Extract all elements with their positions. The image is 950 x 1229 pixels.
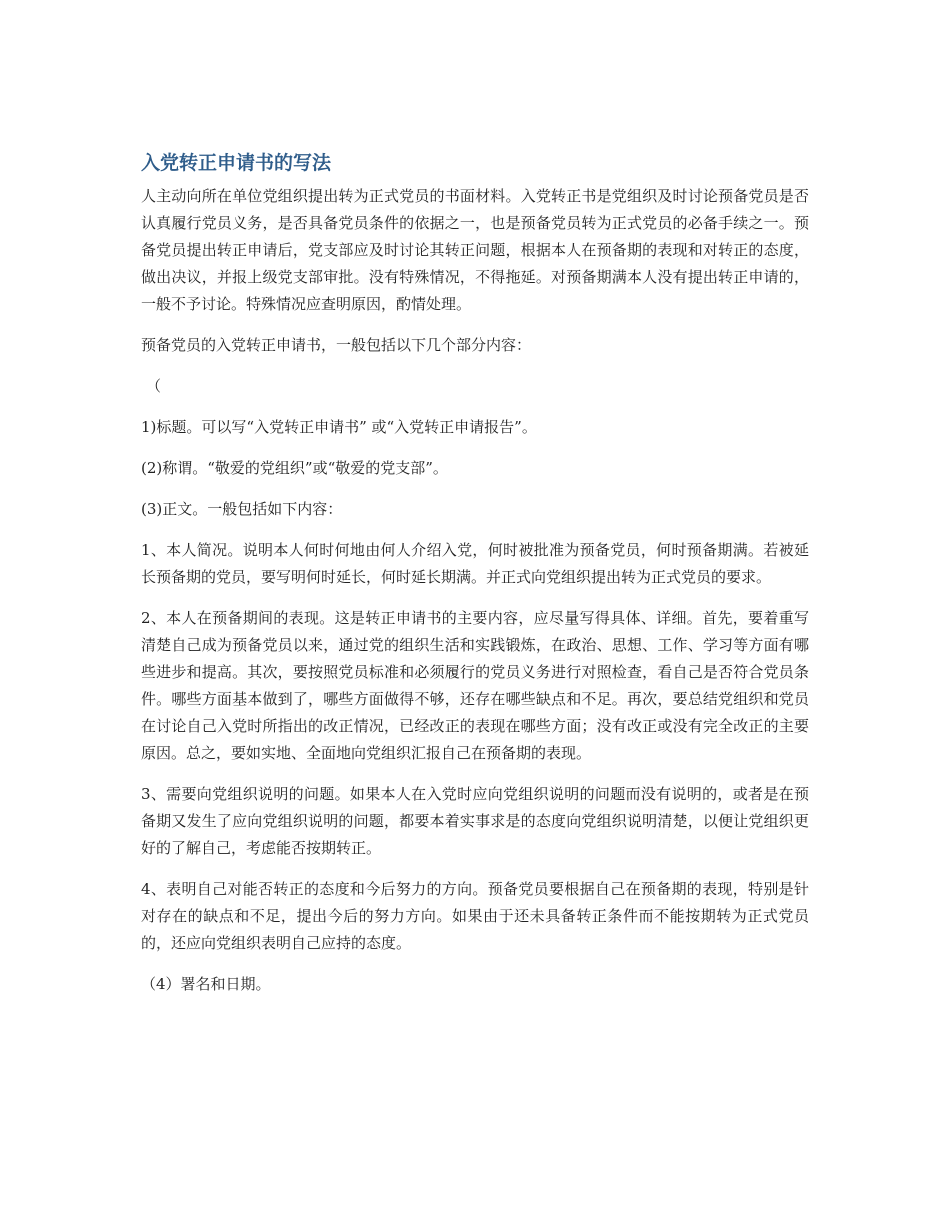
body-item-1-paragraph: 1、本人简况。说明本人何时何地由何人介绍入党，何时被批准为预备党员，何时预备期满。若被延长预备期的党员，要写明何时延长，何时延长期满。并正式向党组织提出转为正式党员的要求。 <box>141 541 809 586</box>
open-paren-line: （ <box>146 377 162 395</box>
body-item-2-paragraph: 2、本人在预备期间的表现。这是转正申请书的主要内容，应尽量写得具体、详细。首先，要着重写清楚自己成为预备党员以来，通过党的组织生活和实践锻炼，在政治、思想、工作、学习等方面有哪些进步和提高。其次，要按照党员标准和必须履行的党员义务进行对照检查，看自己是否符合党员条件。哪些方面基本做到了，哪些方面做得不够，还存在哪些缺点和不足。再次，要总结党组织和党员在讨论自己入党时所指出的改正情况，已经改正的表现在哪些方面；没有改正或没有完全改正的主要原因。总之，要如实地、全面地向党组织汇报自己在预备期的表现。 <box>141 609 809 762</box>
parts-intro-paragraph: 预备党员的入党转正申请书，一般包括以下几个部分内容： <box>141 336 532 354</box>
document-page <box>141 146 809 1012</box>
part-title-paragraph: 1)标题。可以写“入党转正申请书” 或“入党转正申请报告”。 <box>141 418 537 436</box>
part-salutation-paragraph: (2)称谓。“敬爱的党组织”或“敬爱的党支部”。 <box>141 459 448 477</box>
body-item-3-paragraph: 3、需要向党组织说明的问题。如果本人在入党时应向党组织说明的问题而没有说明的，或者是在预备期又发生了应向党组织说明的问题，都要本着实事求是的态度向党组织说明清楚，以便让党组织更好的了解自己，考虑能否按期转正。 <box>141 785 809 857</box>
part-body-paragraph: (3)正文。一般包括如下内容： <box>141 500 343 518</box>
intro-paragraph: 人主动向所在单位党组织提出转为正式党员的书面材料。入党转正书是党组织及时讨论预备党员是否认真履行党员义务，是否具备党员条件的依据之一，也是预备党员转为正式党员的必备手续之一。预备党员提出转正申请后，党支部应及时讨论其转正问题，根据本人在预备期的表现和对转正的态度，做出决议，并报上级党支部审批。没有特殊情况，不得拖延。对预备期满本人没有提出转正申请的，一般不予讨论。特殊情况应查明原因，酌情处理。 <box>141 187 809 313</box>
page-title: 入党转正申请书的写法 <box>141 152 332 174</box>
body-item-4-paragraph: 4、表明自己对能否转正的态度和今后努力的方向。预备党员要根据自己在预备期的表现，特别是针对存在的缺点和不足，提出今后的努力方向。如果由于还未具备转正条件而不能按期转为正式党员的，还应向党组织表明自己应持的态度。 <box>141 880 809 952</box>
part-signature-paragraph: （4）署名和日期。 <box>141 975 271 993</box>
